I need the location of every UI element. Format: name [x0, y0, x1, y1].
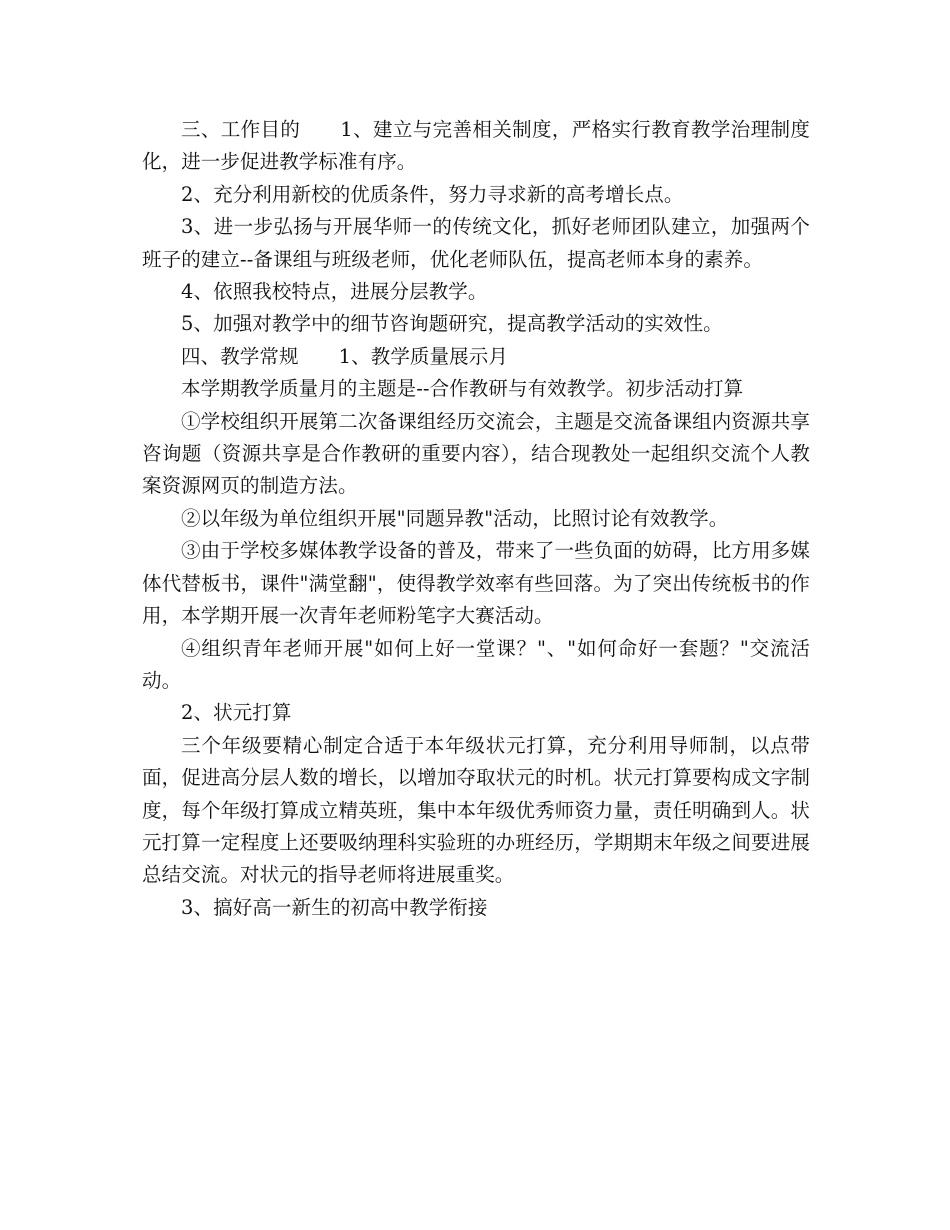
- section-heading-routine: 四、教学常规: [181, 344, 299, 368]
- paragraph-section-2: 2、状元打算: [181, 701, 292, 725]
- paragraph-section-3: 3、搞好高一新生的初高中教学衔接: [181, 895, 488, 919]
- paragraph-goal-2: 2、充分利用新校的优质条件，努力寻求新的高考增长点。: [181, 182, 684, 206]
- paragraph-goal-heading: [142, 114, 810, 179]
- paragraph-routine-heading: [142, 341, 810, 373]
- paragraph-item-3: ③由于学校多媒体教学设备的普及，带来了一些负面的妨碍，比方用多媒体代替板书，课件"满堂翻"，使得教学效率有些回落。为了突出传统板书的作用，本学期开展一次青年老师粉笔字大赛活动。: [142, 539, 810, 628]
- section-heading-goals: 三、工作目的: [181, 118, 301, 141]
- paragraph-item-1: ①学校组织开展第二次备课组经历交流会，主题是交流备课组内资源共享咨询题（资源共享是合作教研的重要内容），结合现教处一起组织交流个人教案资源网页的制造方法。: [142, 409, 810, 498]
- paragraph-section-2-body: 三个年级要精心制定合适于本年级状元打算，充分利用导师制，以点带面，促进高分层人数的增长，以增加夺取状元的时机。状元打算要构成文字制度，每个年级打算成立精英班，集中本年级优秀师资力量，责任明确到人。状元打算一定程度上还要吸纳理科实验班的办班经历，学期期末年级之间要进展总结交流。对状元的指导老师将进展重奖。: [142, 733, 810, 887]
- paragraph-item-4: ④组织青年老师开展"如何上好一堂课？"、"如何命好一套题？"交流活动。: [142, 636, 810, 692]
- paragraph-goal-3: 3、进一步弘扬与开展华师一的传统文化，抓好老师团队建立，加强两个班子的建立--备课组与班级老师，优化老师队伍，提高老师本身的素养。: [142, 215, 810, 271]
- document-body: [142, 114, 810, 924]
- paragraph-text: 1、教学质量展示月: [338, 344, 508, 368]
- paragraph-goal-4: 4、依照我校特点，进展分层教学。: [181, 280, 488, 304]
- paragraph-text: 1、建立与完善相关制度，严格实行教育教学治理制度化，进一步促进教学标准有序。: [142, 118, 810, 174]
- paragraph-goal-5: 5、加强对教学中的细节咨询题研究，提高教学活动的实效性。: [181, 312, 723, 336]
- paragraph-item-2: ②以年级为单位组织开展"同题异教"活动，比照讨论有效教学。: [181, 506, 729, 530]
- paragraph-quality-month: 本学期教学质量月的主题是--合作教研与有效教学。初步活动打算: [181, 377, 744, 401]
